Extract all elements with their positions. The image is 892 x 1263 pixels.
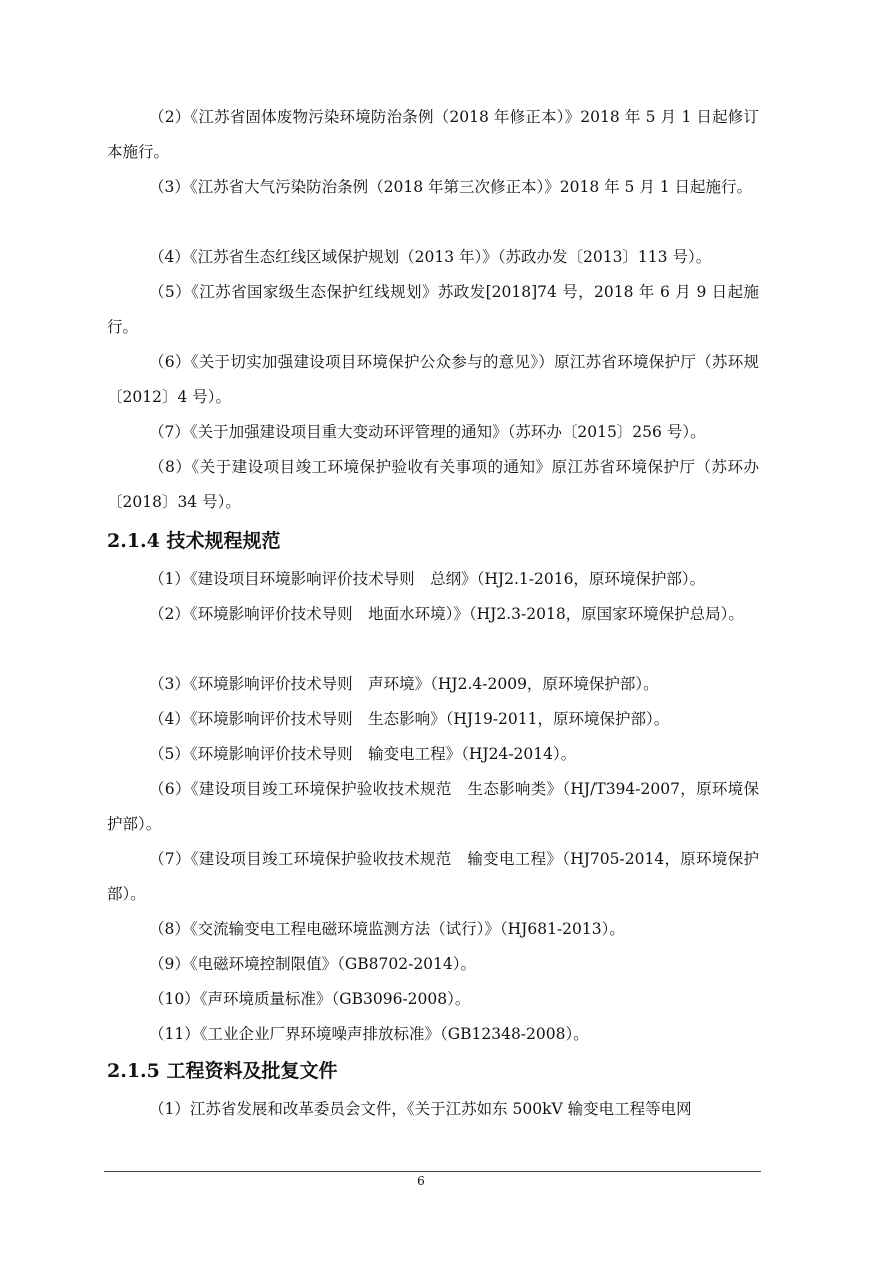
section-heading-2-1-5: 2.1.5 工程资料及批复文件 xyxy=(107,1060,338,1082)
list-item: （3）《环境影响评价技术导则 声环境》（HJ2.4-2009，原环境保护部）。 xyxy=(149,675,659,693)
list-item: （11）《工业企业厂界环境噪声排放标准》（GB12348-2008）。 xyxy=(149,1025,589,1043)
list-item: （9）《电磁环境控制限值》（GB8702-2014）。 xyxy=(149,955,477,973)
list-item: （8）《交流输变电工程电磁环境监测方法（试行）》（HJ681-2013）。 xyxy=(149,920,625,938)
list-item: （3）《江苏省大气污染防治条例（2018 年第三次修正本）》2018 年 5 月 1 日起施行。 xyxy=(149,178,753,196)
list-item: （1）江苏省发展和改革委员会文件，《关于江苏如东 500kV 输变电工程等电网 xyxy=(149,1100,692,1118)
list-item: （4）《江苏省生态红线区域保护规划（2013 年）》（苏政办发〔2013〕113 号）。 xyxy=(149,248,712,266)
list-item: （8）《关于建设项目竣工环境保护验收有关事项的通知》原江苏省环境保护厅（苏环办〔2018〕34 号）。 xyxy=(107,458,759,511)
footer-divider xyxy=(104,1171,761,1172)
section-heading-2-1-4: 2.1.4 技术规程规范 xyxy=(107,530,281,552)
list-item: （10）《声环境质量标准》（GB3096-2008）。 xyxy=(149,990,471,1008)
list-item: （2）《环境影响评价技术导则 地面水环境）》（HJ2.3-2018，原国家环境保护总局）。 xyxy=(149,605,744,623)
list-item: （4）《环境影响评价技术导则 生态影响》（HJ19-2011，原环境保护部）。 xyxy=(149,710,670,728)
page-number: 6 xyxy=(417,1174,425,1188)
list-item: （7）《建设项目竣工环境保护验收技术规范 输变电工程》（HJ705-2014，原环境保护部）。 xyxy=(107,850,759,903)
list-item: （1）《建设项目环境影响评价技术导则 总纲》（HJ2.1-2016，原环境保护部）。 xyxy=(149,570,706,588)
list-item: （5）《环境影响评价技术导则 输变电工程》（HJ24-2014）。 xyxy=(149,745,577,763)
list-item: （6）《建设项目竣工环境保护验收技术规范 生态影响类》（HJ/T394-2007，原环境保护部）。 xyxy=(107,780,759,833)
list-item: （6）《关于切实加强建设项目环境保护公众参与的意见》）原江苏省环境保护厅（苏环规〔2012〕4 号）。 xyxy=(107,353,759,406)
list-item: （5）《江苏省国家级生态保护红线规划》苏政发[2018]74 号，2018 年 6 月 9 日起施行。 xyxy=(107,283,759,336)
list-item: （2）《江苏省固体废物污染环境防治条例（2018 年修正本）》2018 年 5 月 1 日起修订本施行。 xyxy=(107,108,759,161)
list-item: （7）《关于加强建设项目重大变动环评管理的通知》（苏环办〔2015〕256 号）。 xyxy=(149,423,706,441)
